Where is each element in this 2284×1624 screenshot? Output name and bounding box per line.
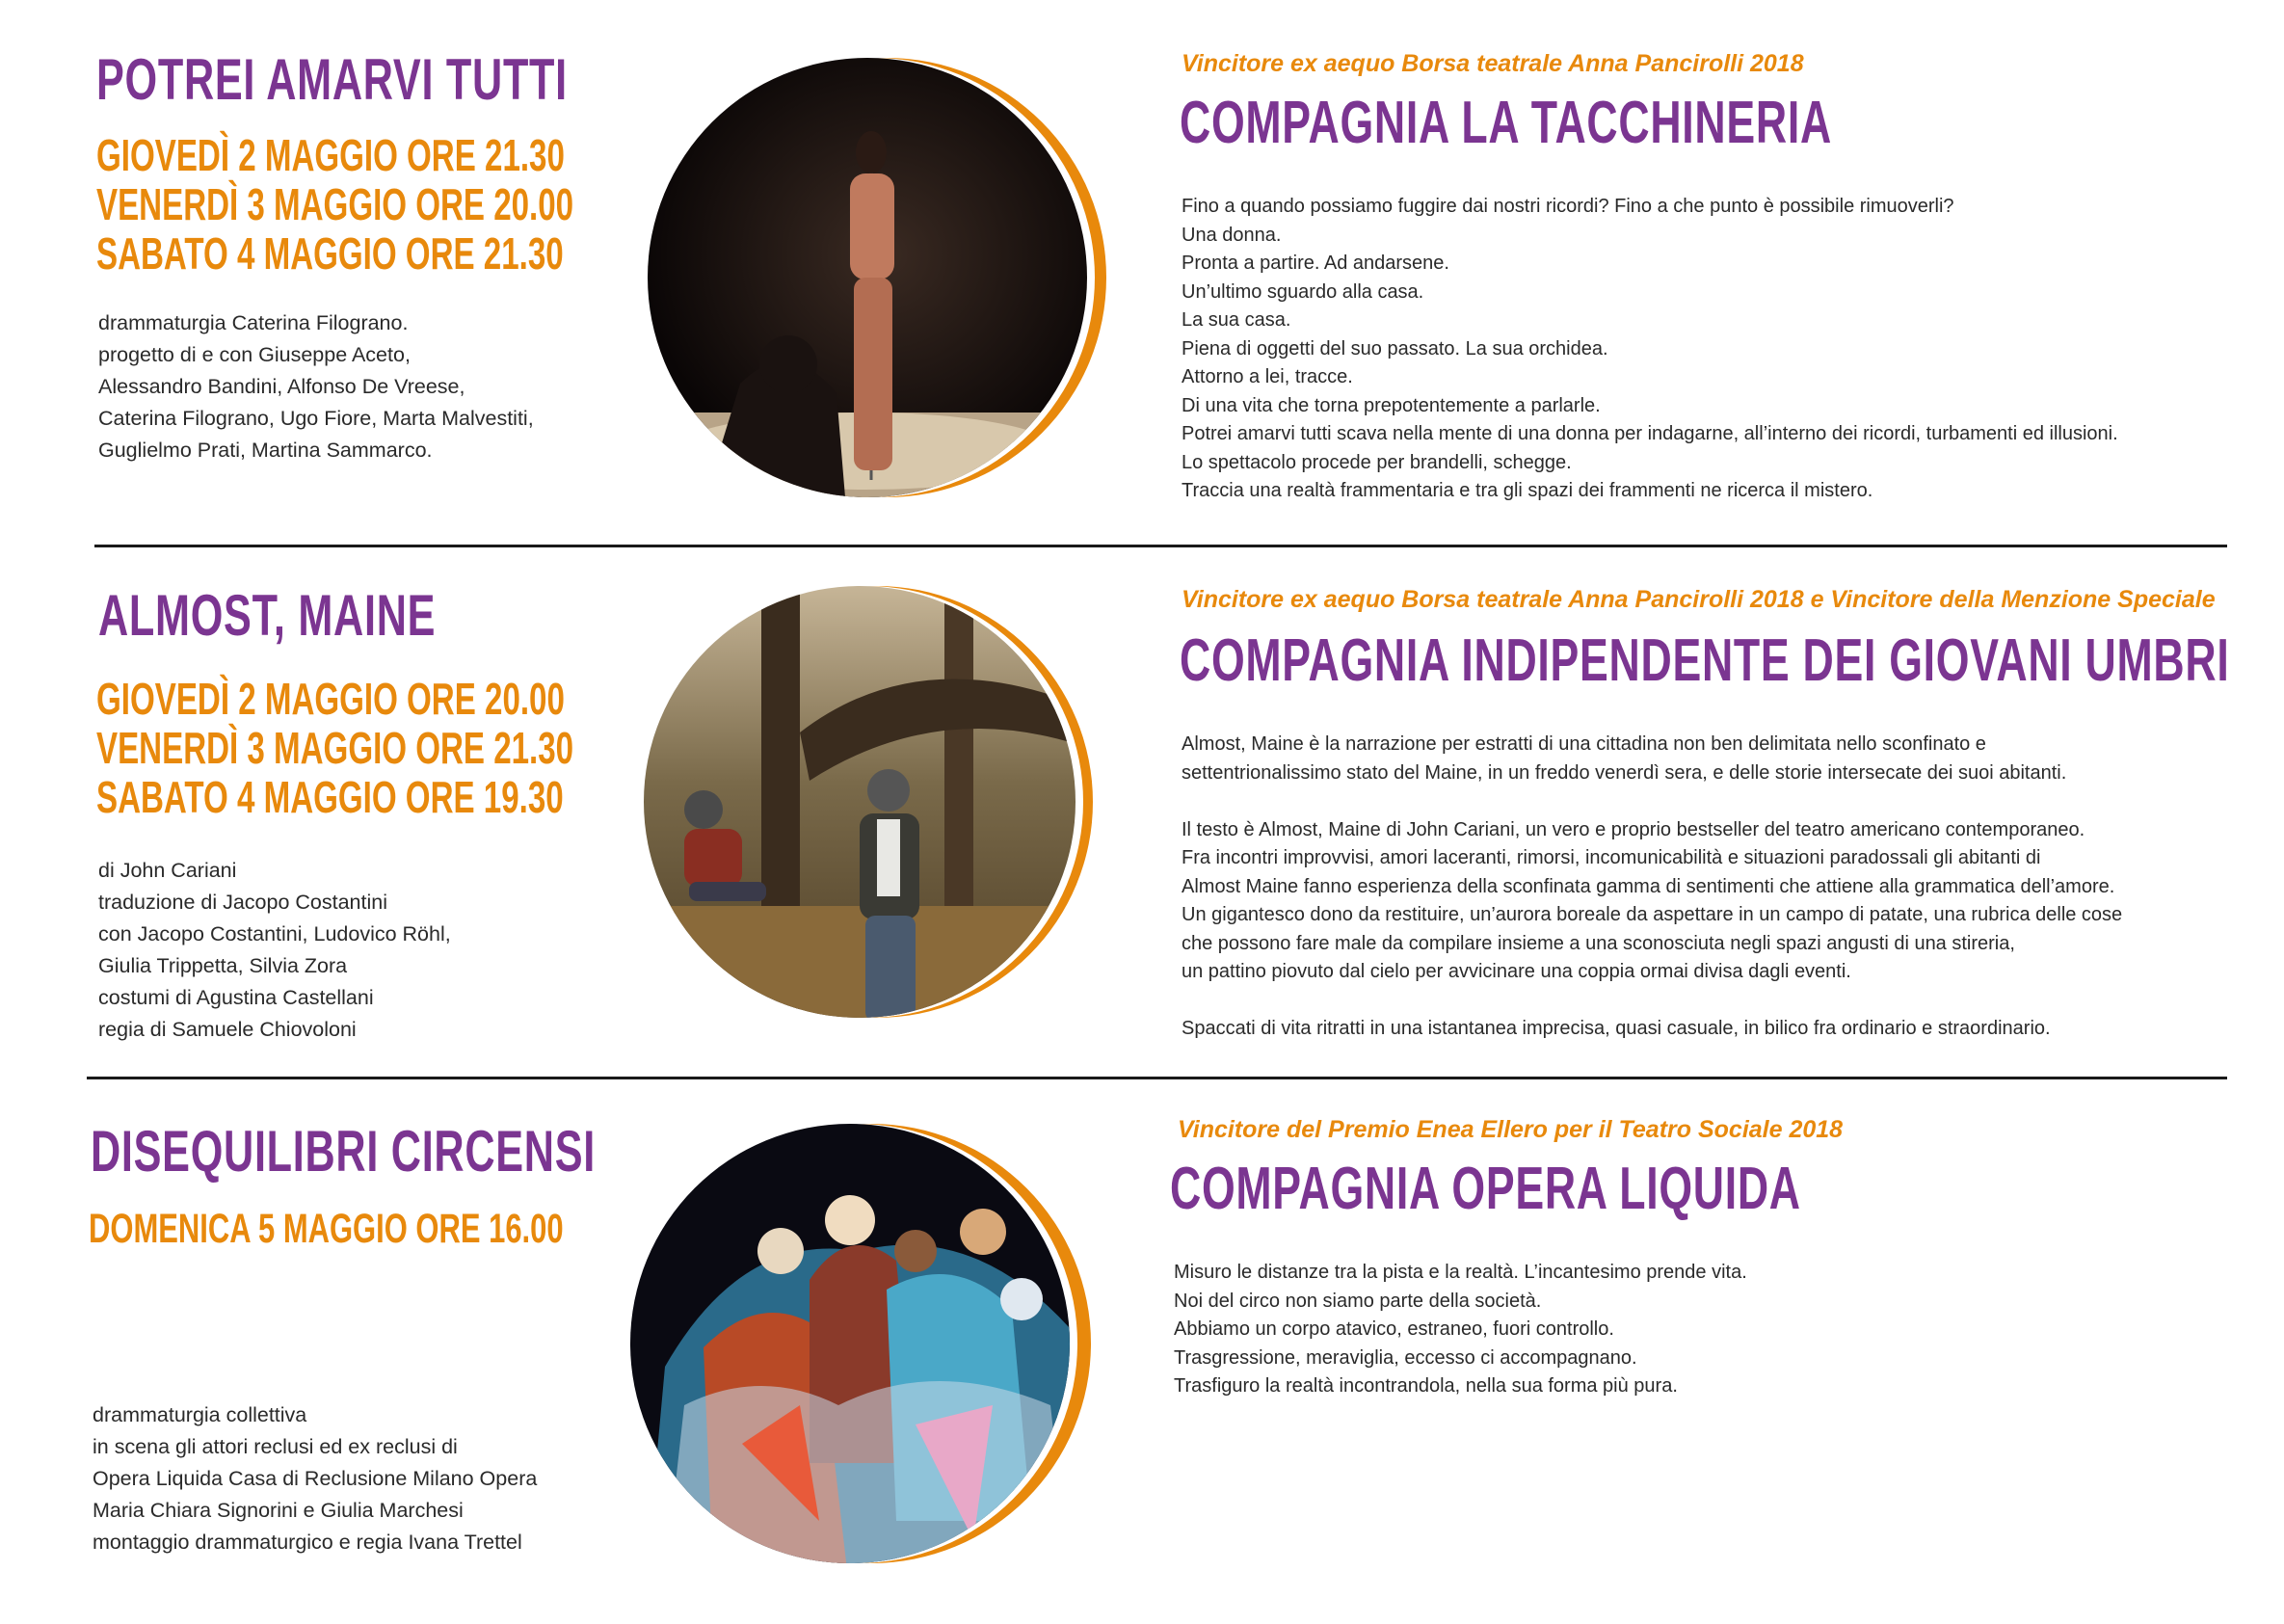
show-title: DISEQUILIBRI CIRCENSI xyxy=(91,1119,596,1184)
section-divider xyxy=(94,545,2227,547)
company-title: COMPAGNIA LA TACCHINERIA xyxy=(1180,90,1832,156)
description-line: Abbiamo un corpo atavico, estraneo, fuori controllo. xyxy=(1174,1318,1614,1340)
show-title: POTREI AMARVI TUTTI xyxy=(96,47,568,112)
credit-line: Opera Liquida Casa di Reclusione Milano Opera xyxy=(93,1467,538,1490)
description-line: Lo spettacolo procede per brandelli, schegge. xyxy=(1182,451,1572,473)
company-title: COMPAGNIA OPERA LIQUIDA xyxy=(1170,1156,1801,1222)
description-line: un pattino piovuto dal cielo per avvicinare una coppia ormai divisa dagli eventi. xyxy=(1182,961,1851,982)
show-date: VENERDÌ 3 MAGGIO ORE 21.30 xyxy=(96,723,574,773)
section-divider xyxy=(87,1077,2227,1079)
description-line: Fino a quando possiamo fuggire dai nostri ricordi? Fino a che punto è possibile rimuoverli? xyxy=(1182,196,1954,217)
show-date: VENERDÌ 3 MAGGIO ORE 20.00 xyxy=(96,179,574,229)
show-photo xyxy=(626,1116,1108,1579)
description-line: Pronta a partire. Ad andarsene. xyxy=(1182,253,1449,274)
company-title: COMPAGNIA INDIPENDENTE DEI GIOVANI UMBRI xyxy=(1180,627,2230,694)
credit-line: di John Cariani xyxy=(98,859,237,882)
credit-line: Giulia Trippetta, Silvia Zora xyxy=(98,954,348,977)
show-credits xyxy=(98,307,534,466)
description-line: Noi del circo non siamo parte della società. xyxy=(1174,1290,1542,1312)
credit-line: Guglielmo Prati, Martina Sammarco. xyxy=(98,439,433,462)
award-line: Vincitore ex aequo Borsa teatrale Anna Pancirolli 2018 e Vincitore della Menzione Speciale xyxy=(1182,586,2216,613)
show-date: GIOVEDÌ 2 MAGGIO ORE 21.30 xyxy=(96,130,565,180)
award-line: Vincitore del Premio Enea Ellero per il Teatro Sociale 2018 xyxy=(1178,1116,1844,1143)
credit-line: regia di Samuele Chiovoloni xyxy=(98,1018,357,1041)
show-title: ALMOST, MAINE xyxy=(98,583,437,648)
credit-line: Maria Chiara Signorini e Giulia Marchesi xyxy=(93,1499,464,1522)
credit-line: drammaturgia collettiva xyxy=(93,1403,307,1426)
description-line: settentrionalissimo stato del Maine, in un freddo venerdì sera, e delle storie intersecate dei suoi abitanti. xyxy=(1182,761,2067,784)
description-line xyxy=(1182,987,2122,1016)
show-date: SABATO 4 MAGGIO ORE 21.30 xyxy=(96,228,564,279)
description-line: Spaccati di vita ritratti in una istantanea imprecisa, quasi casuale, in bilico fra ordinario e straordinario. xyxy=(1182,1018,2051,1039)
credit-line: montaggio drammaturgico e regia Ivana Trettel xyxy=(93,1531,522,1554)
show-date: DOMENICA 5 MAGGIO ORE 16.00 xyxy=(89,1206,564,1252)
description-line: Piena di oggetti del suo passato. La sua orchidea. xyxy=(1182,337,1608,359)
description-line: La sua casa. xyxy=(1182,309,1291,331)
show-photo xyxy=(636,578,1118,1031)
description-line: Un’ultimo sguardo alla casa. xyxy=(1182,280,1424,303)
description-line: Un gigantesco dono da restituire, un’aurora boreale da aspettare in un campo di patate, una rubrica delle cose xyxy=(1182,904,2123,925)
description-line xyxy=(1182,787,2122,816)
show-date: GIOVEDÌ 2 MAGGIO ORE 20.00 xyxy=(96,674,565,724)
description-line: Misuro le distanze tra la pista e la realtà. L’incantesimo prende vita. xyxy=(1174,1262,1747,1283)
show-credits xyxy=(98,855,451,1046)
credit-line: progetto di e con Giuseppe Aceto, xyxy=(98,343,411,366)
credit-line: drammaturgia Caterina Filograno. xyxy=(98,311,409,334)
show-photo xyxy=(644,46,1126,509)
description-line: Traccia una realtà frammentaria e tra gli spazi dei frammenti ne ricerca il mistero. xyxy=(1182,480,1873,501)
credit-line: in scena gli attori reclusi ed ex reclusi di xyxy=(93,1435,458,1458)
description-line: Attorno a lei, tracce. xyxy=(1182,366,1353,387)
description-line: Il testo è Almost, Maine di John Cariani, un vero e proprio bestseller del teatro americano contemporaneo. xyxy=(1182,818,2085,840)
show-description xyxy=(1174,1259,1747,1401)
show-date: SABATO 4 MAGGIO ORE 19.30 xyxy=(96,772,564,822)
show-description xyxy=(1182,731,2122,1044)
credit-line: con Jacopo Costantini, Ludovico Röhl, xyxy=(98,922,451,945)
credit-line: Alessandro Bandini, Alfonso De Vreese, xyxy=(98,375,465,398)
award-line: Vincitore ex aequo Borsa teatrale Anna Pancirolli 2018 xyxy=(1182,50,1804,77)
credit-line: traduzione di Jacopo Costantini xyxy=(98,891,387,914)
description-line: che possono fare male da compilare insieme a una sconosciuta negli spazi angusti di una stireria, xyxy=(1182,932,2015,954)
description-line: Trasgressione, meraviglia, eccesso ci accompagnano. xyxy=(1174,1346,1637,1369)
show-credits xyxy=(93,1399,537,1558)
credit-line: Caterina Filograno, Ugo Fiore, Marta Malvestiti, xyxy=(98,407,534,430)
description-line: Una donna. xyxy=(1182,224,1282,246)
description-line: Di una vita che torna prepotentemente a parlarle. xyxy=(1182,394,1601,416)
description-line: Trasfiguro la realtà incontrandola, nella sua forma più pura. xyxy=(1174,1375,1678,1397)
show-description xyxy=(1182,193,2118,506)
description-line: Almost Maine fanno esperienza della sconfinata gamma di sentimenti che attiene alla grammatica dell’amore. xyxy=(1182,875,2115,897)
description-line: Fra incontri improvvisi, amori laceranti, rimorsi, incomunicabilità e situazioni paradossali gli abitanti di xyxy=(1182,847,2041,868)
description-line: Almost, Maine è la narrazione per estratti di una cittadina non ben delimitata nello sconfinato e xyxy=(1182,733,1986,755)
credit-line: costumi di Agustina Castellani xyxy=(98,986,374,1009)
description-line: Potrei amarvi tutti scava nella mente di una donna per indagarne, all’interno dei ricordi, turbamenti ed illusioni. xyxy=(1182,423,2118,444)
